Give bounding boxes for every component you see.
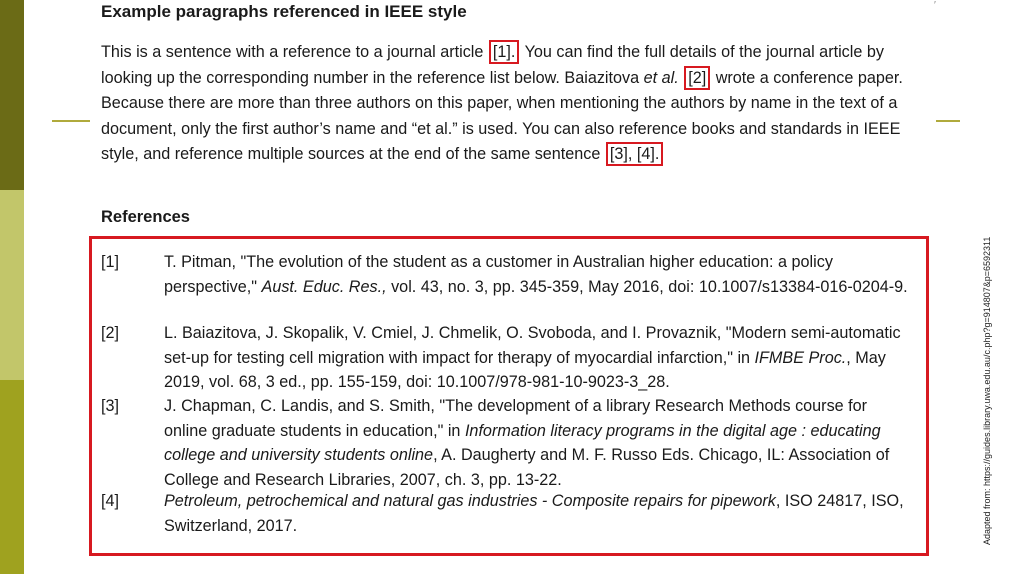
left-decorative-bar xyxy=(0,0,24,574)
reference-text xyxy=(164,250,909,299)
reference-text xyxy=(164,321,909,395)
divider-left xyxy=(52,120,90,122)
reference-text xyxy=(164,489,909,538)
reference-text-part: , A. Daugherty and M. F. Russo Eds. Chicago, IL: Association of College and Research Libraries, 2007, ch. 3, pp. 13-22. xyxy=(164,446,890,489)
paragraph-text: wrote a conference paper. Because there are more than three authors on this paper, when mentioning the authors by name in the text of a document, only the first author’s name and “et al.” is used. You can also reference books and standards in IEEE style, and reference multiple sources at the end of the same sentence xyxy=(101,68,903,163)
divider-right xyxy=(936,120,960,122)
reference-italic-part: IFMBE Proc. xyxy=(754,348,847,367)
reference-italic-part: Aust. Educ. Res., xyxy=(261,277,387,296)
reference-text-part: J. Chapman, C. Landis, and S. Smith, "The development of a library Research Methods course for online graduate students in education," in xyxy=(164,397,868,440)
corner-mark-icon: ′ xyxy=(934,0,936,11)
bar-segment-light xyxy=(0,190,24,380)
source-attribution: Adapted from: https://guides.library.uwa.edu.au/c.php?g=914807&p=6592311 xyxy=(982,236,992,545)
bar-segment-dark xyxy=(0,0,24,190)
reference-text-part: , May 2019, vol. 68, 3 ed., pp. 155-159, doi: 10.1007/978-981-10-9023-3_28. xyxy=(164,348,886,391)
reference-text-part: L. Baiazitova, J. Skopalik, V. Cmiel, J. Chmelik, O. Svoboda, and I. Provaznik, "Modern semi-automatic set-up for testing cell migration with impact for therapy of myocardial infarction," in xyxy=(164,324,901,367)
reference-text xyxy=(164,394,909,492)
reference-number: [2] xyxy=(101,324,119,342)
citation-highlight-2: [2] xyxy=(684,66,710,90)
citation-highlight-1: [1]. xyxy=(489,40,520,64)
reference-number: [1] xyxy=(101,253,119,271)
paragraph-text: You can find the full details of the journal article by looking up the corresponding number in the reference list below. Baiazitova xyxy=(101,43,884,87)
reference-italic-part: Information literacy programs in the digital age : educating college and university students online xyxy=(164,421,881,464)
citation-highlight-3-4: [3], [4]. xyxy=(606,142,664,166)
reference-italic-part: Petroleum, petrochemical and natural gas industries - Composite repairs for pipework xyxy=(164,492,776,510)
example-paragraph xyxy=(101,40,911,168)
page-title: Example paragraphs referenced in IEEE style xyxy=(101,2,467,21)
reference-text-part: T. Pitman, "The evolution of the student as a customer in Australian higher education: a policy perspective," xyxy=(164,253,833,296)
bar-segment-mid xyxy=(0,380,24,574)
et-al-text: et al. xyxy=(643,68,679,87)
reference-number: [4] xyxy=(101,492,119,510)
references-heading: References xyxy=(101,208,190,226)
reference-text-part: vol. 43, no. 3, pp. 345-359, May 2016, doi: 10.1007/s13384-016-0204-9. xyxy=(386,277,908,296)
reference-text-part: , ISO 24817, ISO, Switzerland, 2017. xyxy=(164,492,904,535)
paragraph-text: This is a sentence with a reference to a journal article xyxy=(101,43,488,61)
reference-number: [3] xyxy=(101,397,119,415)
